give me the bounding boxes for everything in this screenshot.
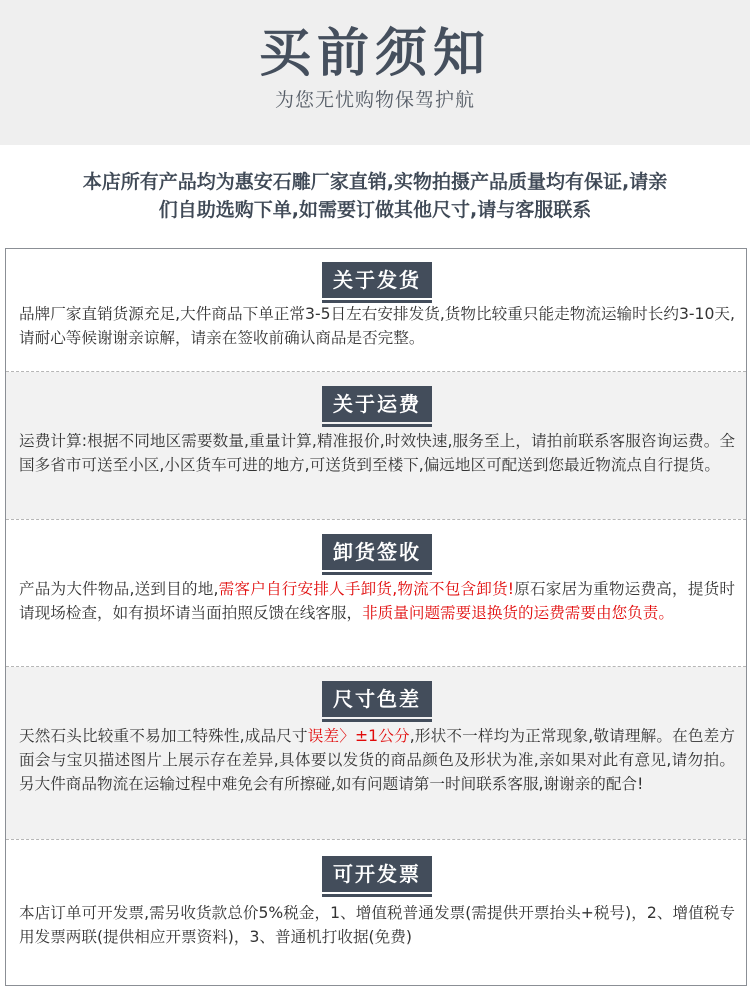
section-shipping [6, 249, 746, 371]
page-title: 买前须知 [258, 23, 491, 84]
section-invoice [6, 840, 746, 985]
section-text-shipping: 品牌厂家直销货源充足,大件商品下单正常3-5日左右安排发货,货物比较重只能走物流运输时长约3-10天,请耐心等候谢谢亲谅解，请亲在签收前确认商品是否完整。 [19, 305, 735, 347]
unloading-text-warning: 需客户自行安排人手卸货,物流不包含卸货! [218, 580, 515, 598]
intro-line-2: 们自助选购下单,如需要订做其他尺寸,请与客服联系 [158, 199, 592, 221]
page-subtitle: 为您无忧购物保驾护航 [274, 89, 475, 111]
bottom-margin [0, 988, 750, 1003]
section-label-freight: 关于运费 [322, 386, 432, 422]
section-label-size-color: 尺寸色差 [322, 681, 432, 717]
unloading-text-c: 原石家居为重物运费高，提货时请现场检查，如有损坏请当面拍照反馈在线客服， [19, 580, 735, 622]
section-label-invoice: 可开发票 [322, 856, 432, 892]
size-text-a: 天然石头比较重不易加工特殊性,成品尺寸 [19, 727, 308, 745]
section-freight [6, 372, 746, 519]
section-text-freight: 运费计算:根据不同地区需要数量,重量计算,精准报价,时效快速,服务至上，请拍前联系客服咨询运费。全国多省市可送至小区,小区货车可进的地方,可送货到至楼下,偏远地区可配送到您最近物流点自行提货。 [19, 432, 735, 474]
section-unloading [6, 520, 746, 666]
header-banner [0, 0, 750, 145]
section-label-unloading: 卸货签收 [322, 534, 432, 570]
intro-line-1: 本店所有产品均为惠安石雕厂家直销,实物拍摄产品质量均有保证,请亲 [82, 171, 668, 193]
intro-text [25, 168, 725, 224]
section-text-invoice: 本店订单可开发票,需另收货款总价5%税金，1、增值税普通发票(需提供开票抬头+税号)，2、增值税专用发票两联(提供相应开票资料)，3、普通机打收据(免费) [19, 904, 735, 946]
unloading-text-return-warning: 非质量问题需要退换货的运费需要由您负责。 [362, 604, 674, 622]
section-size-color [6, 667, 746, 839]
section-text-size-color [19, 724, 735, 796]
size-tolerance: 误差〉±1公分 [307, 727, 410, 745]
notice-box [5, 248, 747, 986]
section-label-shipping: 关于发货 [322, 262, 432, 298]
unloading-text-a: 产品为大件物品,送到目的地, [19, 580, 219, 598]
section-text-unloading [19, 577, 735, 625]
size-text-c: ,形状不一样均为正常现象,敬请理解。在色差方面会与宝贝描述图片上展示存在差异,具体要以发货的商品颜色及形状为准,亲如果对此有意见,请勿拍。另大件商品物流在运输过程中难免会有所擦碰,如有问题请第一时间联系客服,谢谢亲的配合! [19, 727, 735, 793]
